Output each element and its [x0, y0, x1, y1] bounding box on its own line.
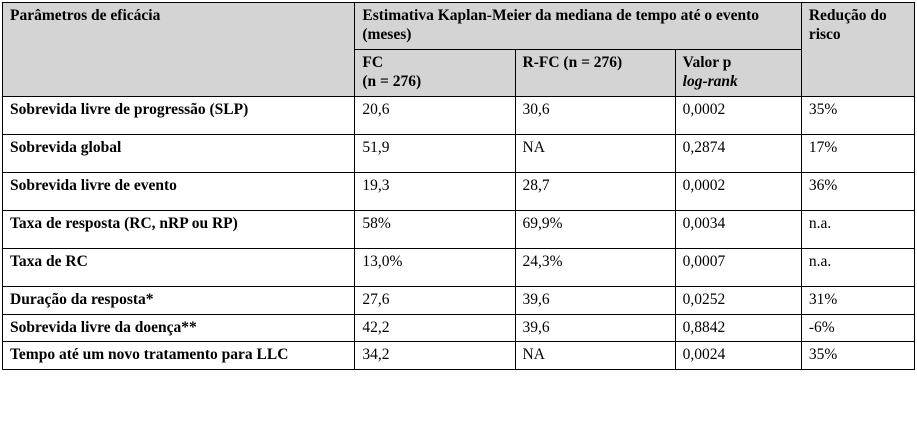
header-parameters: Parâmetros de eficácia — [3, 3, 355, 97]
subheader-fc-n: (n = 276) — [362, 72, 422, 90]
table-row — [3, 248, 915, 286]
row-p-time-to-new-treatment: 0,0024 — [675, 342, 801, 370]
row-label-efs: Sobrevida livre de evento — [3, 172, 355, 210]
row-fc-os: 51,9 — [355, 134, 515, 172]
row-label-response-duration: Duração da resposta* — [3, 286, 355, 314]
header-estimate: Estimativa Kaplan-Meier da mediana de tempo até o evento (meses) — [355, 3, 801, 50]
row-p-disease-free-survival: 0,8842 — [675, 314, 801, 342]
subheader-pvalue — [675, 49, 801, 96]
efficacy-table — [2, 2, 915, 370]
row-p-cr-rate: 0,0007 — [675, 248, 801, 286]
row-label-cr-rate: Taxa de RC — [3, 248, 355, 286]
subheader-logrank-label: log-rank — [682, 72, 738, 90]
subheader-fc-label: FC — [362, 53, 384, 71]
row-rfc-efs: 28,7 — [515, 172, 675, 210]
row-p-response-duration: 0,0252 — [675, 286, 801, 314]
table-row — [3, 96, 915, 134]
table-row — [3, 314, 915, 342]
subheader-rfc-label: R-FC (n = 276) — [522, 53, 623, 71]
row-label-os: Sobrevida global — [3, 134, 355, 172]
row-reduction-response-rate: n.a. — [801, 210, 914, 248]
table-row — [3, 210, 915, 248]
table-row — [3, 286, 915, 314]
row-fc-pfs: 20,6 — [355, 96, 515, 134]
row-fc-cr-rate: 13,0% — [355, 248, 515, 286]
subheader-rfc — [515, 49, 675, 96]
row-reduction-cr-rate: n.a. — [801, 248, 914, 286]
row-rfc-time-to-new-treatment: NA — [515, 342, 675, 370]
row-rfc-cr-rate: 24,3% — [515, 248, 675, 286]
row-p-pfs: 0,0002 — [675, 96, 801, 134]
row-p-os: 0,2874 — [675, 134, 801, 172]
row-reduction-pfs: 35% — [801, 96, 914, 134]
row-reduction-time-to-new-treatment: 35% — [801, 342, 914, 370]
row-label-time-to-new-treatment: Tempo até um novo tratamento para LLC — [3, 342, 355, 370]
row-fc-response-duration: 27,6 — [355, 286, 515, 314]
row-reduction-disease-free-survival: -6% — [801, 314, 914, 342]
row-rfc-response-rate: 69,9% — [515, 210, 675, 248]
row-label-response-rate: Taxa de resposta (RC, nRP ou RP) — [3, 210, 355, 248]
table-header-row — [3, 3, 915, 50]
row-reduction-efs: 36% — [801, 172, 914, 210]
row-fc-efs: 19,3 — [355, 172, 515, 210]
subheader-fc — [355, 49, 515, 96]
table-row — [3, 172, 915, 210]
row-rfc-os: NA — [515, 134, 675, 172]
table-row — [3, 342, 915, 370]
table-row — [3, 134, 915, 172]
row-rfc-disease-free-survival: 39,6 — [515, 314, 675, 342]
row-fc-response-rate: 58% — [355, 210, 515, 248]
row-fc-disease-free-survival: 42,2 — [355, 314, 515, 342]
header-risk-reduction: Redução do risco — [801, 3, 914, 97]
row-label-pfs: Sobrevida livre de progressão (SLP) — [3, 96, 355, 134]
row-p-efs: 0,0002 — [675, 172, 801, 210]
row-reduction-os: 17% — [801, 134, 914, 172]
row-label-disease-free-survival: Sobrevida livre da doença** — [3, 314, 355, 342]
row-fc-time-to-new-treatment: 34,2 — [355, 342, 515, 370]
subheader-pvalue-label: Valor p — [682, 53, 732, 71]
row-rfc-response-duration: 39,6 — [515, 286, 675, 314]
row-rfc-pfs: 30,6 — [515, 96, 675, 134]
row-p-response-rate: 0,0034 — [675, 210, 801, 248]
row-reduction-response-duration: 31% — [801, 286, 914, 314]
